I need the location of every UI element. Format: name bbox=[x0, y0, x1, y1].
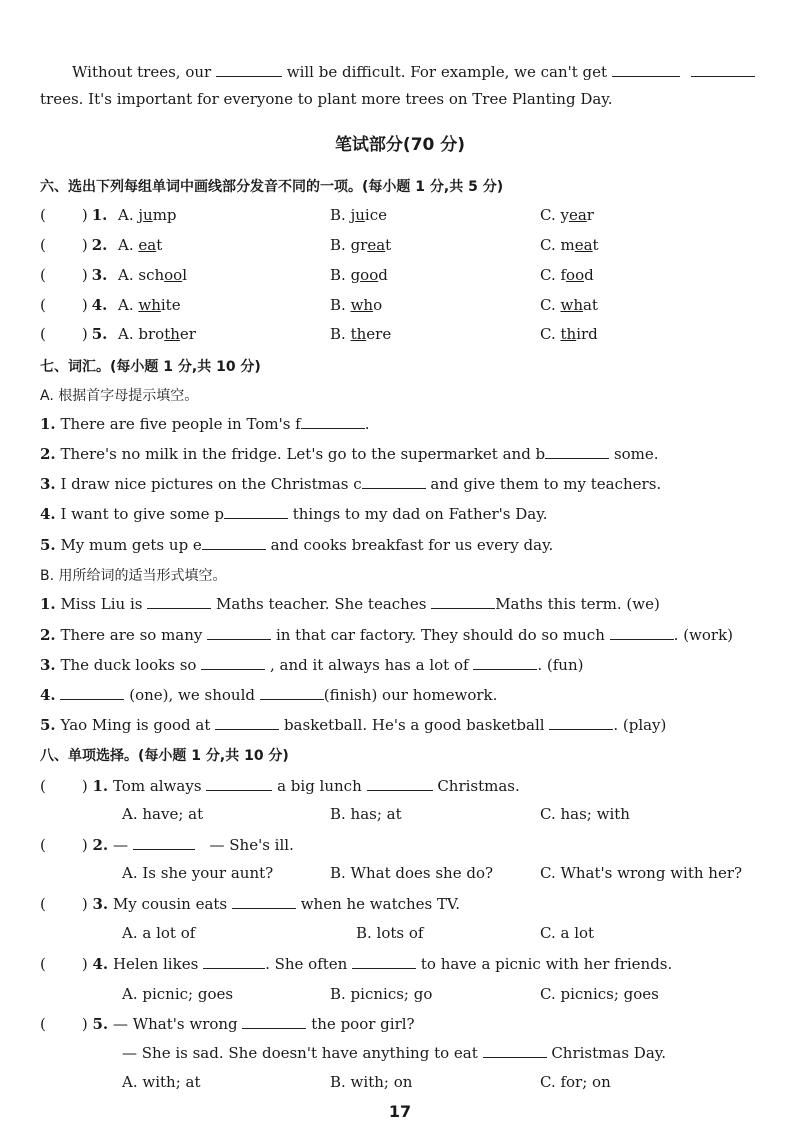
intro-line-1 bbox=[72, 62, 755, 81]
page-number: 17 bbox=[388, 1102, 412, 1121]
option-letter: C. bbox=[540, 206, 561, 224]
word-form-item bbox=[40, 625, 733, 644]
item-text: and cooks breakfast for us every day. bbox=[265, 536, 554, 554]
paren-close: ) bbox=[81, 955, 88, 973]
underlined-part: ea bbox=[568, 206, 587, 224]
option-a[interactable]: A. a lot of bbox=[122, 924, 196, 942]
vocab-item bbox=[40, 414, 370, 433]
word-part: o bbox=[373, 296, 383, 314]
option-b[interactable]: B. with; on bbox=[330, 1073, 413, 1091]
paren-close: ) bbox=[81, 206, 88, 224]
word-part: sch bbox=[138, 266, 165, 284]
word-form-item bbox=[40, 685, 497, 704]
question-line bbox=[40, 236, 107, 254]
paren-open: ( bbox=[40, 296, 46, 314]
paren-open: ( bbox=[40, 206, 46, 224]
paren-open: ( bbox=[40, 777, 46, 795]
answer-blank[interactable] bbox=[483, 1043, 547, 1058]
question-text: Tom always bbox=[112, 777, 202, 795]
question-number: 3. bbox=[91, 266, 108, 284]
item-text: . (play) bbox=[613, 716, 667, 734]
item-text: Miss Liu is bbox=[60, 595, 143, 613]
option-letter: B. bbox=[330, 206, 351, 224]
underlined-part: th bbox=[560, 325, 577, 343]
option-a[interactable] bbox=[118, 325, 196, 343]
word-part: ird bbox=[576, 325, 598, 343]
question-text: . She often bbox=[265, 955, 348, 973]
option-a[interactable] bbox=[118, 266, 187, 284]
option-letter: B. bbox=[330, 296, 351, 314]
option-letter: A. bbox=[118, 325, 139, 343]
option-a[interactable]: A. with; at bbox=[122, 1073, 201, 1091]
option-letter: C. bbox=[540, 296, 561, 314]
question-text: Christmas Day. bbox=[551, 1044, 667, 1062]
question-number: 4. bbox=[92, 955, 109, 973]
paren-open: ( bbox=[40, 955, 46, 973]
word-part: er bbox=[179, 325, 196, 343]
item-number: 4. bbox=[40, 505, 56, 523]
answer-blank[interactable] bbox=[202, 535, 266, 550]
question-text: to have a picnic with her friends. bbox=[420, 955, 673, 973]
item-text: . bbox=[364, 415, 370, 433]
question-number: 1. bbox=[91, 206, 108, 224]
option-a[interactable] bbox=[118, 296, 181, 314]
word-part: y bbox=[560, 206, 569, 224]
paren-close: ) bbox=[81, 325, 88, 343]
answer-blank[interactable] bbox=[352, 954, 416, 969]
paren-close: ) bbox=[81, 895, 88, 913]
item-text: Maths this term. (we) bbox=[495, 595, 660, 613]
question-line bbox=[40, 325, 107, 343]
word-part: ite bbox=[160, 296, 181, 314]
word-part: t bbox=[592, 236, 599, 254]
question-text: — She's ill. bbox=[209, 836, 294, 854]
question-number: 5. bbox=[92, 1015, 109, 1033]
paren-close: ) bbox=[81, 836, 88, 854]
answer-blank[interactable] bbox=[473, 655, 537, 670]
section-8-heading: 八、单项选择。(每小题 1 分,共 10 分) bbox=[40, 748, 289, 764]
question-text: My cousin eats bbox=[112, 895, 228, 913]
option-letter: C. bbox=[540, 325, 561, 343]
paren-open: ( bbox=[40, 266, 46, 284]
answer-blank[interactable] bbox=[610, 625, 674, 640]
section-7-part-b: B. 用所给词的适当形式填空。 bbox=[40, 568, 227, 584]
underlined-part: ea bbox=[367, 236, 386, 254]
word-part: j bbox=[350, 206, 356, 224]
option-b[interactable] bbox=[330, 266, 388, 284]
intro-text: Without trees, our bbox=[72, 63, 212, 81]
paren-open: ( bbox=[40, 325, 46, 343]
answer-blank[interactable] bbox=[216, 62, 282, 77]
word-part: t bbox=[156, 236, 163, 254]
item-number: 1. bbox=[40, 415, 56, 433]
question-line bbox=[40, 954, 672, 973]
paren-close: ) bbox=[81, 777, 88, 795]
intro-line-2: trees. It's important for everyone to plant more trees on Tree Planting Day. bbox=[40, 90, 613, 108]
word-part: m bbox=[560, 236, 575, 254]
item-number: 1. bbox=[40, 595, 56, 613]
word-form-item bbox=[40, 594, 660, 613]
option-c[interactable]: C. What's wrong with her? bbox=[540, 864, 743, 882]
option-a[interactable]: A. Is she your aunt? bbox=[122, 864, 274, 882]
section-7-heading: 七、词汇。(每小题 1 分,共 10 分) bbox=[40, 359, 261, 375]
question-number: 2. bbox=[92, 836, 109, 854]
word-part: mp bbox=[152, 206, 177, 224]
option-letter: C. bbox=[540, 266, 561, 284]
paren-close: ) bbox=[81, 266, 88, 284]
vocab-item bbox=[40, 474, 661, 493]
question-text: the poor girl? bbox=[311, 1015, 415, 1033]
underlined-part: th bbox=[350, 325, 367, 343]
option-b[interactable] bbox=[330, 206, 387, 224]
underlined-part: th bbox=[164, 325, 180, 343]
answer-blank[interactable] bbox=[215, 715, 279, 730]
word-part: ere bbox=[366, 325, 392, 343]
answer-blank[interactable] bbox=[545, 444, 609, 459]
option-b[interactable]: B. What does she do? bbox=[330, 864, 494, 882]
underlined-part: oo bbox=[360, 266, 379, 284]
option-c[interactable] bbox=[540, 266, 594, 284]
item-number: 5. bbox=[40, 716, 56, 734]
answer-blank[interactable] bbox=[206, 776, 272, 791]
option-letter: B. bbox=[330, 325, 351, 343]
answer-blank[interactable] bbox=[60, 685, 124, 700]
question-text: Christmas. bbox=[437, 777, 520, 795]
vocab-item bbox=[40, 444, 659, 463]
item-text: . (work) bbox=[673, 626, 734, 644]
word-part: l bbox=[182, 266, 188, 284]
question-line bbox=[40, 266, 107, 284]
option-b[interactable]: B. lots of bbox=[356, 924, 424, 942]
question-text: a big lunch bbox=[277, 777, 362, 795]
question-number: 1. bbox=[92, 777, 109, 795]
answer-blank[interactable] bbox=[691, 62, 755, 77]
option-c[interactable]: C. picnics; goes bbox=[540, 985, 659, 1003]
question-line-2 bbox=[122, 1043, 666, 1062]
item-text: Maths teacher. She teaches bbox=[216, 595, 427, 613]
answer-blank[interactable] bbox=[260, 685, 324, 700]
option-c[interactable]: C. for; on bbox=[540, 1073, 611, 1091]
option-b[interactable]: B. has; at bbox=[330, 805, 402, 823]
item-text: some. bbox=[609, 445, 659, 463]
underlined-part: u bbox=[143, 206, 153, 224]
option-a[interactable] bbox=[118, 206, 177, 224]
answer-blank[interactable] bbox=[549, 715, 613, 730]
item-text: (one), we should bbox=[129, 686, 255, 704]
underlined-part: ea bbox=[574, 236, 593, 254]
answer-blank[interactable] bbox=[224, 504, 288, 519]
item-number: 2. bbox=[40, 445, 56, 463]
paren-open: ( bbox=[40, 1015, 46, 1033]
answer-blank[interactable] bbox=[612, 62, 680, 77]
paren-open: ( bbox=[40, 836, 46, 854]
option-letter: B. bbox=[330, 266, 351, 284]
option-c[interactable] bbox=[540, 236, 599, 254]
item-text: There are so many bbox=[60, 626, 203, 644]
answer-blank[interactable] bbox=[367, 776, 433, 791]
answer-blank[interactable] bbox=[133, 835, 195, 850]
option-letter: A. bbox=[118, 236, 139, 254]
word-part: j bbox=[138, 206, 144, 224]
question-text: — bbox=[112, 836, 128, 854]
question-line bbox=[40, 1014, 415, 1033]
item-text: (finish) our homework. bbox=[323, 686, 498, 704]
underlined-part: ea bbox=[138, 236, 157, 254]
underlined-part: oo bbox=[566, 266, 585, 284]
item-text: I want to give some p bbox=[60, 505, 224, 523]
item-text: in that car factory. They should do so much bbox=[275, 626, 605, 644]
vocab-item bbox=[40, 504, 547, 523]
answer-blank[interactable] bbox=[203, 954, 265, 969]
question-number: 5. bbox=[91, 325, 108, 343]
answer-blank[interactable] bbox=[301, 414, 365, 429]
answer-blank[interactable] bbox=[207, 625, 271, 640]
question-number: 2. bbox=[91, 236, 108, 254]
paren-close: ) bbox=[81, 1015, 88, 1033]
word-part: t bbox=[385, 236, 392, 254]
item-number: 3. bbox=[40, 475, 56, 493]
option-letter: A. bbox=[118, 206, 139, 224]
section-6-heading: 六、选出下列每组单词中画线部分发音不同的一项。(每小题 1 分,共 5 分) bbox=[40, 179, 504, 195]
word-form-item bbox=[40, 655, 583, 674]
option-a[interactable] bbox=[118, 236, 162, 254]
intro-text: will be difficult. For example, we can't get bbox=[286, 63, 608, 81]
answer-blank[interactable] bbox=[147, 594, 211, 609]
underlined-part: wh bbox=[350, 296, 374, 314]
word-part: g bbox=[350, 266, 361, 284]
word-part: gr bbox=[350, 236, 368, 254]
option-letter: A. bbox=[118, 266, 139, 284]
option-a[interactable]: A. have; at bbox=[122, 805, 204, 823]
underlined-part: oo bbox=[164, 266, 183, 284]
option-b[interactable] bbox=[330, 236, 391, 254]
answer-blank[interactable] bbox=[242, 1014, 306, 1029]
option-letter: A. bbox=[118, 296, 139, 314]
option-c[interactable] bbox=[540, 296, 598, 314]
item-text: Yao Ming is good at bbox=[60, 716, 211, 734]
paren-open: ( bbox=[40, 236, 46, 254]
question-line bbox=[40, 894, 460, 913]
word-form-item bbox=[40, 715, 666, 734]
option-letter: C. bbox=[540, 236, 561, 254]
underlined-part: u bbox=[355, 206, 365, 224]
question-text: — What's wrong bbox=[112, 1015, 238, 1033]
word-part: d bbox=[584, 266, 594, 284]
answer-blank[interactable] bbox=[362, 474, 426, 489]
question-text: — She is sad. She doesn't have anything to eat bbox=[122, 1044, 478, 1062]
underlined-part: wh bbox=[138, 296, 161, 314]
option-b[interactable] bbox=[330, 325, 391, 343]
option-c[interactable] bbox=[540, 206, 594, 224]
question-number: 4. bbox=[91, 296, 108, 314]
item-text: My mum gets up e bbox=[60, 536, 202, 554]
option-a[interactable]: A. picnic; goes bbox=[122, 985, 234, 1003]
item-text: There are five people in Tom's f bbox=[60, 415, 301, 433]
word-part: ice bbox=[364, 206, 387, 224]
question-text: Helen likes bbox=[112, 955, 199, 973]
question-line bbox=[40, 296, 107, 314]
option-c[interactable] bbox=[540, 325, 598, 343]
answer-blank[interactable] bbox=[201, 655, 265, 670]
question-text: when he watches TV. bbox=[300, 895, 460, 913]
item-text: basketball. He's a good basketball bbox=[283, 716, 545, 734]
answer-blank[interactable] bbox=[431, 594, 495, 609]
question-line bbox=[40, 835, 294, 854]
section-7-part-a: A. 根据首字母提示填空。 bbox=[40, 388, 199, 404]
item-number: 5. bbox=[40, 536, 56, 554]
word-part: at bbox=[582, 296, 598, 314]
option-c[interactable]: C. a lot bbox=[540, 924, 595, 942]
paren-open: ( bbox=[40, 895, 46, 913]
option-letter: B. bbox=[330, 236, 351, 254]
item-text: , and it always has a lot of bbox=[270, 656, 469, 674]
item-text: . (fun) bbox=[537, 656, 584, 674]
item-text: I draw nice pictures on the Christmas c bbox=[60, 475, 362, 493]
item-number: 4. bbox=[40, 686, 56, 704]
underlined-part: wh bbox=[560, 296, 583, 314]
question-line bbox=[40, 206, 107, 224]
paren-close: ) bbox=[81, 296, 88, 314]
item-text: There's no milk in the fridge. Let's go to the supermarket and b bbox=[60, 445, 546, 463]
option-b[interactable]: B. picnics; go bbox=[330, 985, 433, 1003]
item-text: things to my dad on Father's Day. bbox=[287, 505, 548, 523]
vocab-item bbox=[40, 535, 553, 554]
question-line bbox=[40, 776, 520, 795]
item-text: The duck looks so bbox=[60, 656, 197, 674]
paren-close: ) bbox=[81, 236, 88, 254]
answer-blank[interactable] bbox=[232, 894, 296, 909]
item-number: 3. bbox=[40, 656, 56, 674]
question-number: 3. bbox=[92, 895, 109, 913]
item-text: and give them to my teachers. bbox=[425, 475, 662, 493]
option-b[interactable] bbox=[330, 296, 382, 314]
word-part: f bbox=[560, 266, 567, 284]
word-part: bro bbox=[138, 325, 165, 343]
item-number: 2. bbox=[40, 626, 56, 644]
word-part: r bbox=[586, 206, 594, 224]
word-part: d bbox=[378, 266, 388, 284]
option-c[interactable]: C. has; with bbox=[540, 805, 630, 823]
written-section-title: 笔试部分(70 分) bbox=[334, 135, 466, 155]
